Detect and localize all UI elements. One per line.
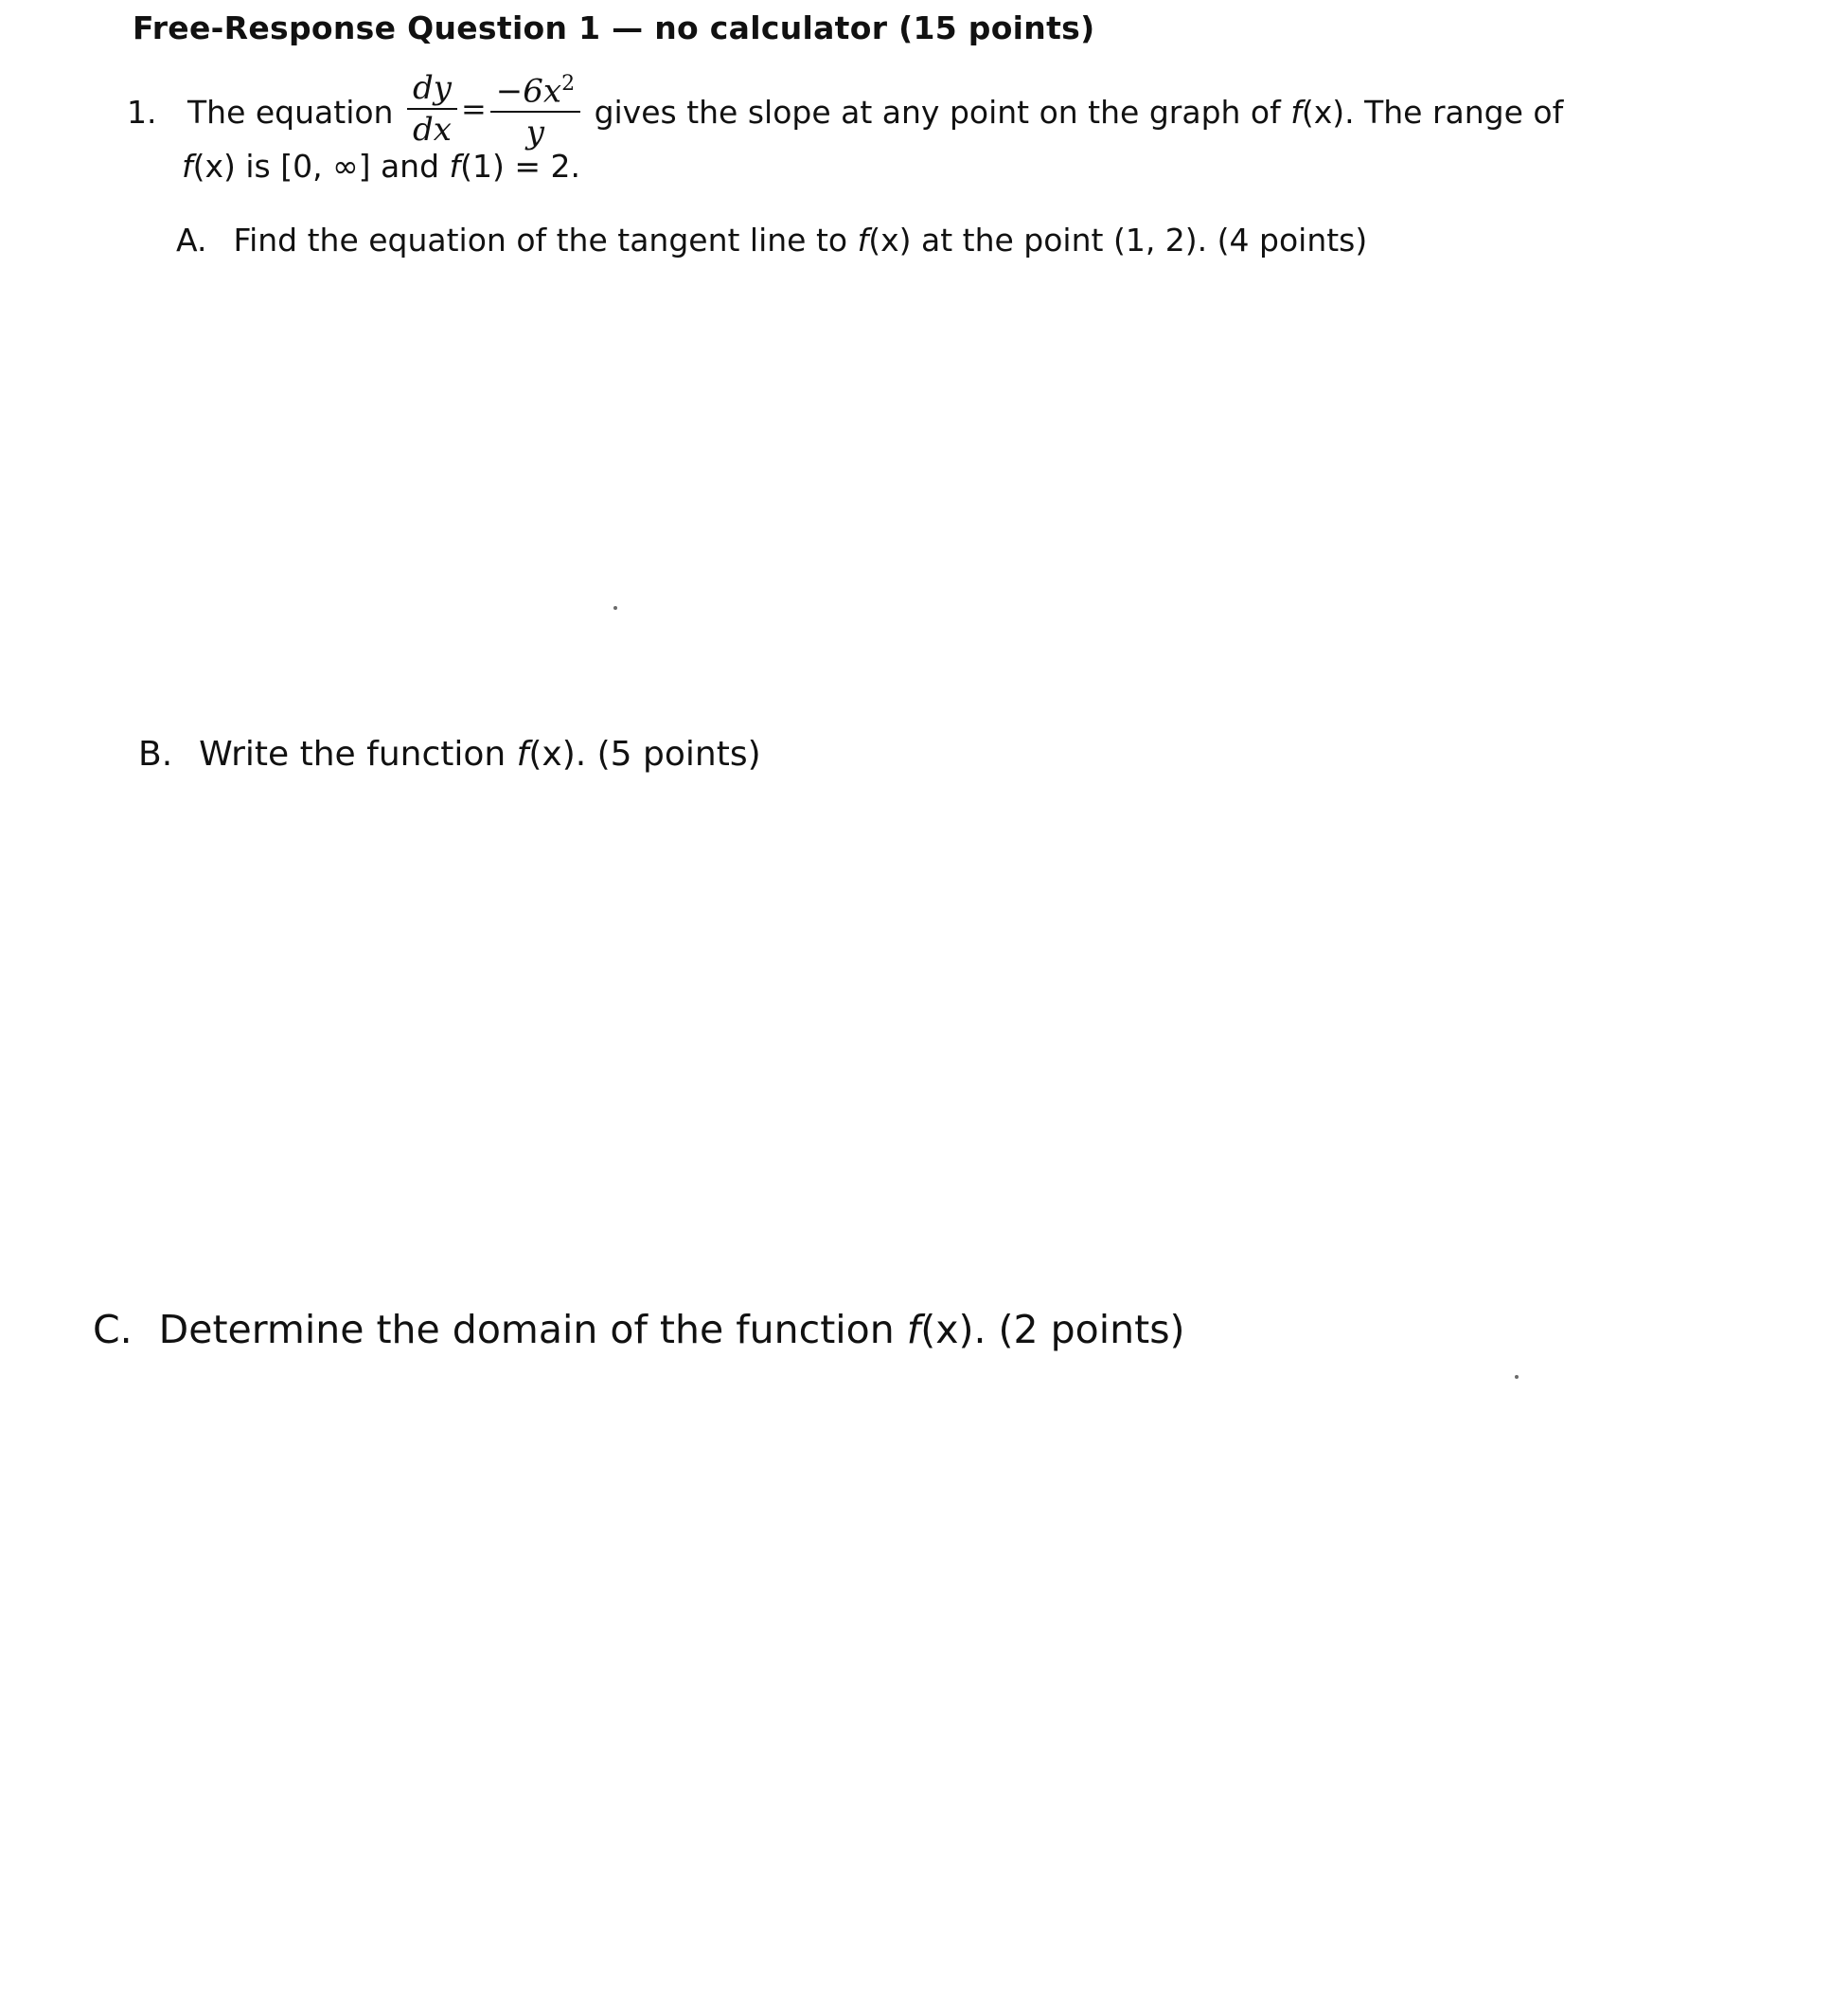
- slope-sentence-part2: (x). The range of: [1301, 94, 1564, 132]
- range-text: (x) is [0, ∞] and: [192, 148, 450, 185]
- derivative-fraction: [407, 70, 457, 148]
- question-number: 1.: [127, 94, 157, 132]
- slope-fraction: [490, 66, 580, 151]
- part-b-label: B.: [138, 735, 173, 774]
- part-c-text-after: (x). (2 points): [920, 1307, 1185, 1352]
- derivative-denominator: dx: [412, 110, 452, 149]
- slope-numerator-exponent: 2: [561, 72, 576, 96]
- part-a-text-before: Find the equation of the tangent line to: [233, 222, 858, 259]
- function-name: f: [1290, 94, 1302, 132]
- equals-sign: =: [460, 90, 487, 127]
- part-b-text-before: Write the function: [199, 735, 517, 774]
- question-1-conditions: [182, 148, 580, 185]
- part-a-label: A.: [176, 222, 207, 259]
- part-a: [176, 222, 1367, 259]
- slope-numerator: [490, 66, 580, 113]
- function-name: f: [516, 735, 529, 774]
- function-name: f: [182, 148, 193, 185]
- function-name: f: [857, 222, 869, 259]
- slope-sentence-part1: gives the slope at any point on the graph of: [594, 94, 1291, 132]
- slope-denominator: y: [525, 114, 545, 152]
- part-c-text-before: Determine the domain of the function: [158, 1307, 907, 1352]
- part-b: [138, 735, 761, 774]
- question-1-statement: [127, 68, 1564, 156]
- part-c-label: C.: [93, 1307, 133, 1352]
- slope-numerator-base: −6x: [495, 72, 562, 111]
- part-a-text-after: (x) at the point (1, 2). (4 points): [868, 222, 1368, 259]
- initial-condition-text: (1) = 2.: [460, 148, 581, 185]
- part-b-text-after: (x). (5 points): [528, 735, 761, 774]
- derivative-numerator: dy: [407, 70, 457, 110]
- scan-speck: [613, 606, 617, 610]
- scan-speck: [1515, 1375, 1519, 1379]
- page-title: Free-Response Question 1 — no calculator (15 points): [133, 9, 1095, 46]
- differential-equation: [403, 66, 584, 151]
- function-name: f: [906, 1307, 921, 1352]
- function-name: f: [449, 148, 461, 185]
- question-intro: The equation: [187, 94, 394, 132]
- part-c: [93, 1307, 1185, 1352]
